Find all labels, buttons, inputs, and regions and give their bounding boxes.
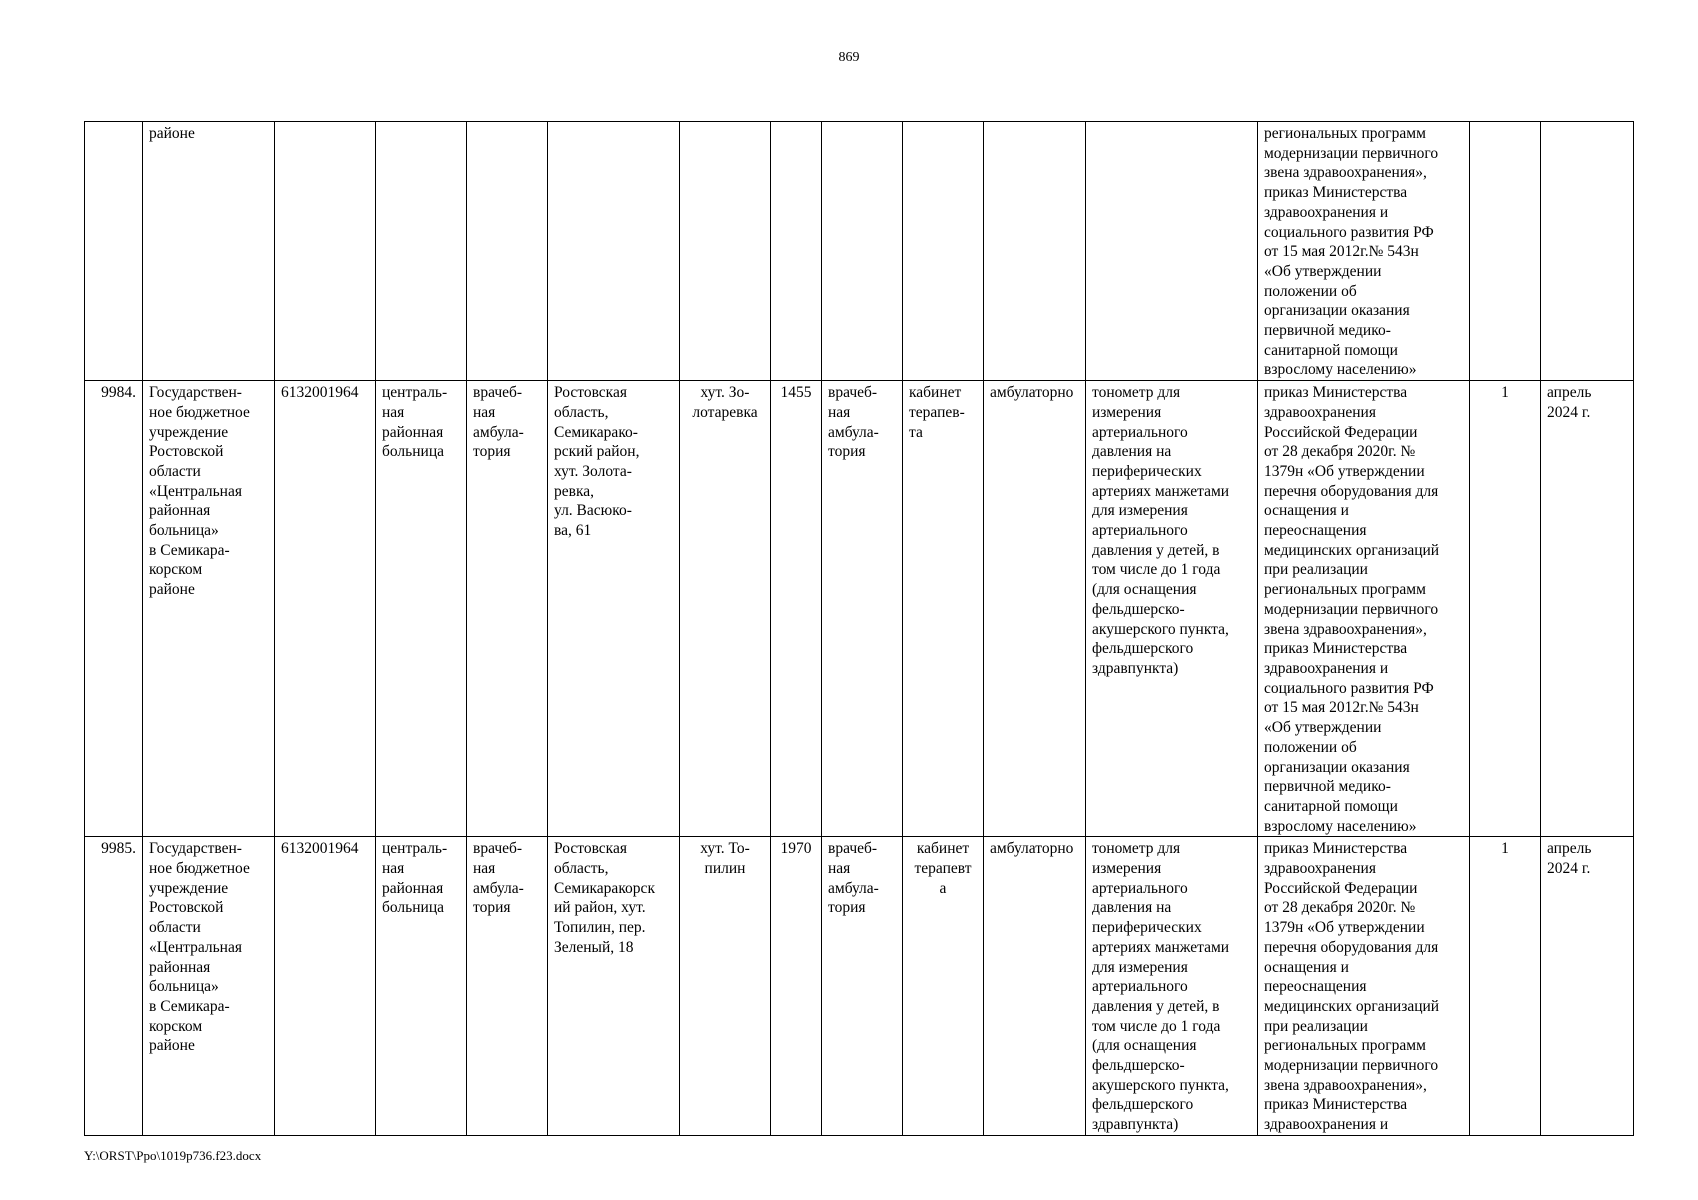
quantity-cell	[1470, 122, 1541, 381]
inn-cell: 6132001964	[275, 837, 376, 1136]
settlement-cell: хут. Зо- лотаревка	[680, 381, 771, 837]
subunit-cell: врачеб- ная амбула- тория	[822, 837, 903, 1136]
row-number: 9984.	[85, 381, 143, 837]
legal-basis-cell: региональных программ модернизации первичного звена здравоохранения», приказ Министерства здравоохранения и социального развития РФ от 15 мая 2012г.№ 543н «Об утверждении положении об организации оказания первичной медико- санитарной помощи взрослому населению»	[1258, 122, 1470, 381]
address-cell: Ростовская область, Семикарако- рский район, хут. Золота- ревка, ул. Васюко- ва, 61	[548, 381, 680, 837]
table-row	[85, 122, 1634, 381]
settlement-cell: хут. То- пилин	[680, 837, 771, 1136]
org-type-cell: централь- ная районная больница	[376, 381, 467, 837]
equipment-cell: тонометр для измерения артериального давления на периферических артериях манжетами для измерения артериального давления у детей, в том числе до 1 года (для оснащения фельдшерско- акушерского пункта, фельдшерского здравпункта)	[1086, 837, 1258, 1136]
address-cell	[548, 122, 680, 381]
settlement-cell	[680, 122, 771, 381]
legal-basis-cell: приказ Министерства здравоохранения Российской Федерации от 28 декабря 2020г. № 1379н «Об утверждении перечня оборудования для оснащения и переоснащения медицинских организаций при реализации региональных программ модернизации первичного звена здравоохранения», приказ Министерства здравоохранения и социального развития РФ от 15 мая 2012г.№ 543н «Об утверждении положении об организации оказания первичной медико- санитарной помощи взрослому населению»	[1258, 381, 1470, 837]
org-type-cell	[376, 122, 467, 381]
org-type-cell: централь- ная районная больница	[376, 837, 467, 1136]
room-cell	[903, 122, 984, 381]
quantity-cell: 1	[1470, 837, 1541, 1136]
legal-basis-cell: приказ Министерства здравоохранения Российской Федерации от 28 декабря 2020г. № 1379н «Об утверждении перечня оборудования для оснащения и переоснащения медицинских организаций при реализации региональных программ модернизации первичного звена здравоохранения», приказ Министерства здравоохранения и	[1258, 837, 1470, 1136]
date-cell: апрель 2024 г.	[1541, 837, 1634, 1136]
address-cell: Ростовская область, Семикаракорск ий район, хут. Топилин, пер. Зеленый, 18	[548, 837, 680, 1136]
inn-cell: 6132001964	[275, 381, 376, 837]
organization-cell: Государствен- ное бюджетное учреждение Ростовской области «Центральная районная больница» в Семикара- корском районе	[143, 381, 275, 837]
population-cell: 1970	[771, 837, 822, 1136]
quantity-cell: 1	[1470, 381, 1541, 837]
equipment-table	[84, 121, 1634, 1136]
table-row	[85, 381, 1634, 837]
date-cell: апрель 2024 г.	[1541, 381, 1634, 837]
row-number: 9985.	[85, 837, 143, 1136]
mode-cell	[984, 122, 1086, 381]
date-cell	[1541, 122, 1634, 381]
room-cell: кабинет терапевт а	[903, 837, 984, 1136]
unit-cell	[467, 122, 548, 381]
room-cell: кабинет терапев- та	[903, 381, 984, 837]
equipment-cell	[1086, 122, 1258, 381]
subunit-cell	[822, 122, 903, 381]
subunit-cell: врачеб- ная амбула- тория	[822, 381, 903, 837]
population-cell: 1455	[771, 381, 822, 837]
footer-file-path: Y:\ORST\Ppo\1019p736.f23.docx	[84, 1148, 262, 1163]
unit-cell: врачеб- ная амбула- тория	[467, 837, 548, 1136]
equipment-cell: тонометр для измерения артериального давления на периферических артериях манжетами для измерения артериального давления у детей, в том числе до 1 года (для оснащения фельдшерско- акушерского пункта, фельдшерского здравпункта)	[1086, 381, 1258, 837]
table-row	[85, 837, 1634, 1136]
inn-cell	[275, 122, 376, 381]
row-number	[85, 122, 143, 381]
mode-cell: амбулаторно	[984, 381, 1086, 837]
organization-cell: Государствен- ное бюджетное учреждение Ростовской области «Центральная районная больница» в Семикара- корском районе	[143, 837, 275, 1136]
mode-cell: амбулаторно	[984, 837, 1086, 1136]
page-number: 869	[838, 50, 860, 65]
organization-cell: районе	[143, 122, 275, 381]
unit-cell: врачеб- ная амбула- тория	[467, 381, 548, 837]
population-cell	[771, 122, 822, 381]
